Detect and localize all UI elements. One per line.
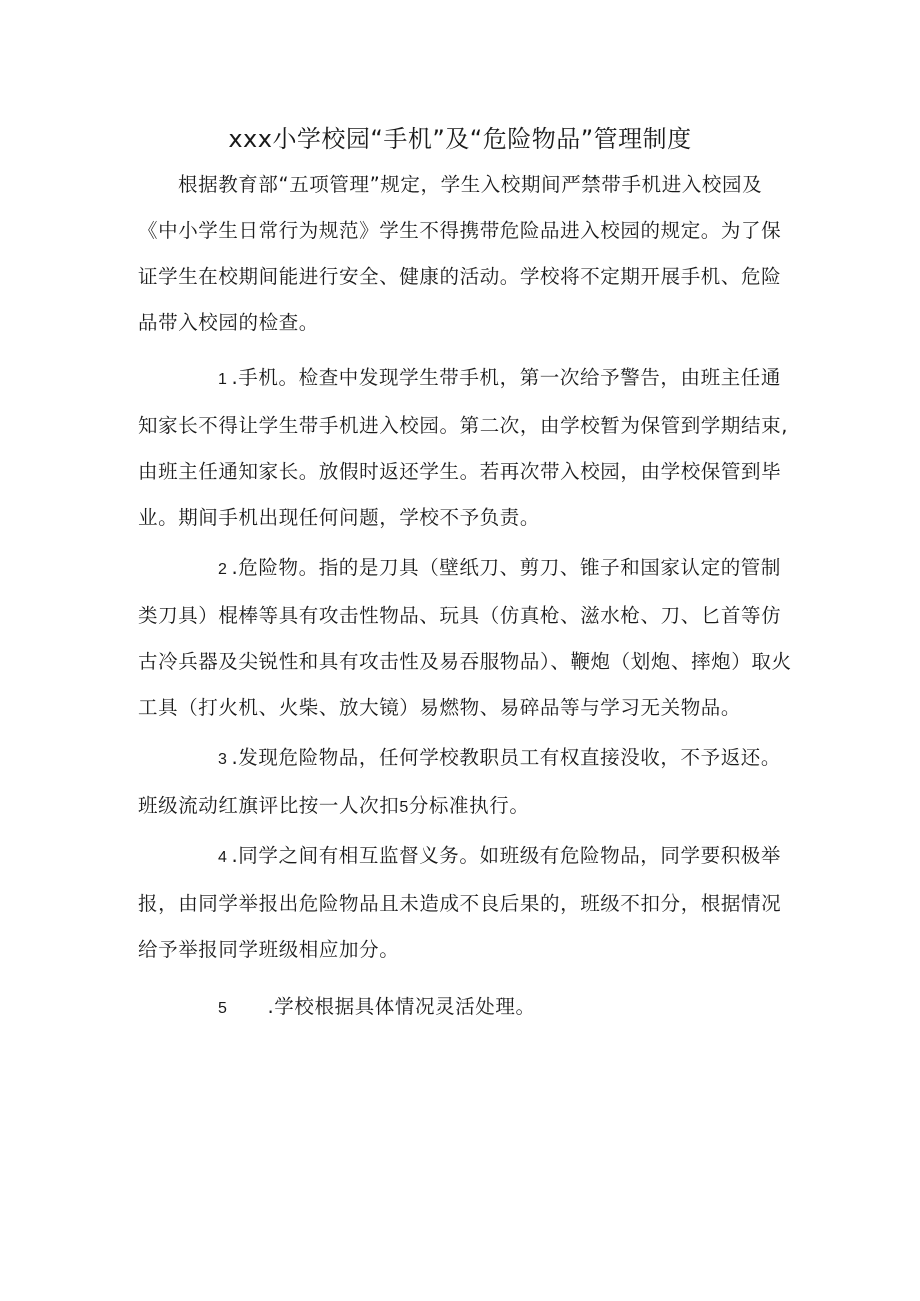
rule-item-phone bbox=[138, 355, 798, 541]
item-number: 3 bbox=[218, 751, 228, 768]
item-number: 1 bbox=[218, 371, 228, 388]
rule-item-supervision bbox=[138, 833, 798, 973]
rule-item-confiscation bbox=[138, 735, 798, 831]
item-text: .手机。检查中发现学生带手机，第一次给予警告，由班主任通知家长不得让学生带手机进入校园。第二次，由学校暂为保管到学期结束,由班主任通知家长。放假时返还学生。若再次带入校园，由学校保管到毕业。期间手机出现任何问题，学校不予负责。 bbox=[138, 366, 788, 529]
item-text-before: .发现危险物品，任何学校教职员工有权直接没收，不予返还。班级流动红旗评比按一人次扣 bbox=[138, 746, 781, 817]
document-title: xxx小学校园“手机”及“危险物品”管理制度 bbox=[228, 125, 692, 153]
deduct-points: 5 bbox=[399, 799, 409, 816]
item-text: .学校根据具体情况灵活处理。 bbox=[267, 995, 536, 1018]
item-number: 5 bbox=[218, 1000, 228, 1017]
item-number: 2 bbox=[218, 561, 228, 578]
item-text-after: 分标准执行。 bbox=[408, 794, 530, 817]
item-text: .危险物。指的是刀具（壁纸刀、剪刀、锥子和国家认定的管制类刀具）棍棒等具有攻击性物品、玩具（仿真枪、滋水枪、刀、匕首等仿古冷兵器及尖锐性和具有攻击性及易吞服物品）、鞭炮（划炮、摔炮）取火工具（打火机、火柴、放大镜）易燃物、易碎品等与学习无关物品。 bbox=[138, 556, 792, 719]
rule-item-dangerous-goods bbox=[138, 545, 798, 731]
intro-paragraph: 根据教育部“五项管理”规定，学生入校期间严禁带手机进入校园及《中小学生日常行为规范》学生不得携带危险品进入校园的规定。为了保证学生在校期间能进行安全、健康的活动。学校将不定期开展手机、危险品带入校园的检查。 bbox=[138, 173, 782, 334]
rule-item-flexible bbox=[138, 984, 798, 1032]
item-number: 4 bbox=[218, 849, 228, 866]
item-text: .同学之间有相互监督义务。如班级有危险物品，同学要积极举报，由同学举报出危险物品且未造成不良后果的，班级不扣分，根据情况给予举报同学班级相应加分。 bbox=[138, 844, 782, 961]
